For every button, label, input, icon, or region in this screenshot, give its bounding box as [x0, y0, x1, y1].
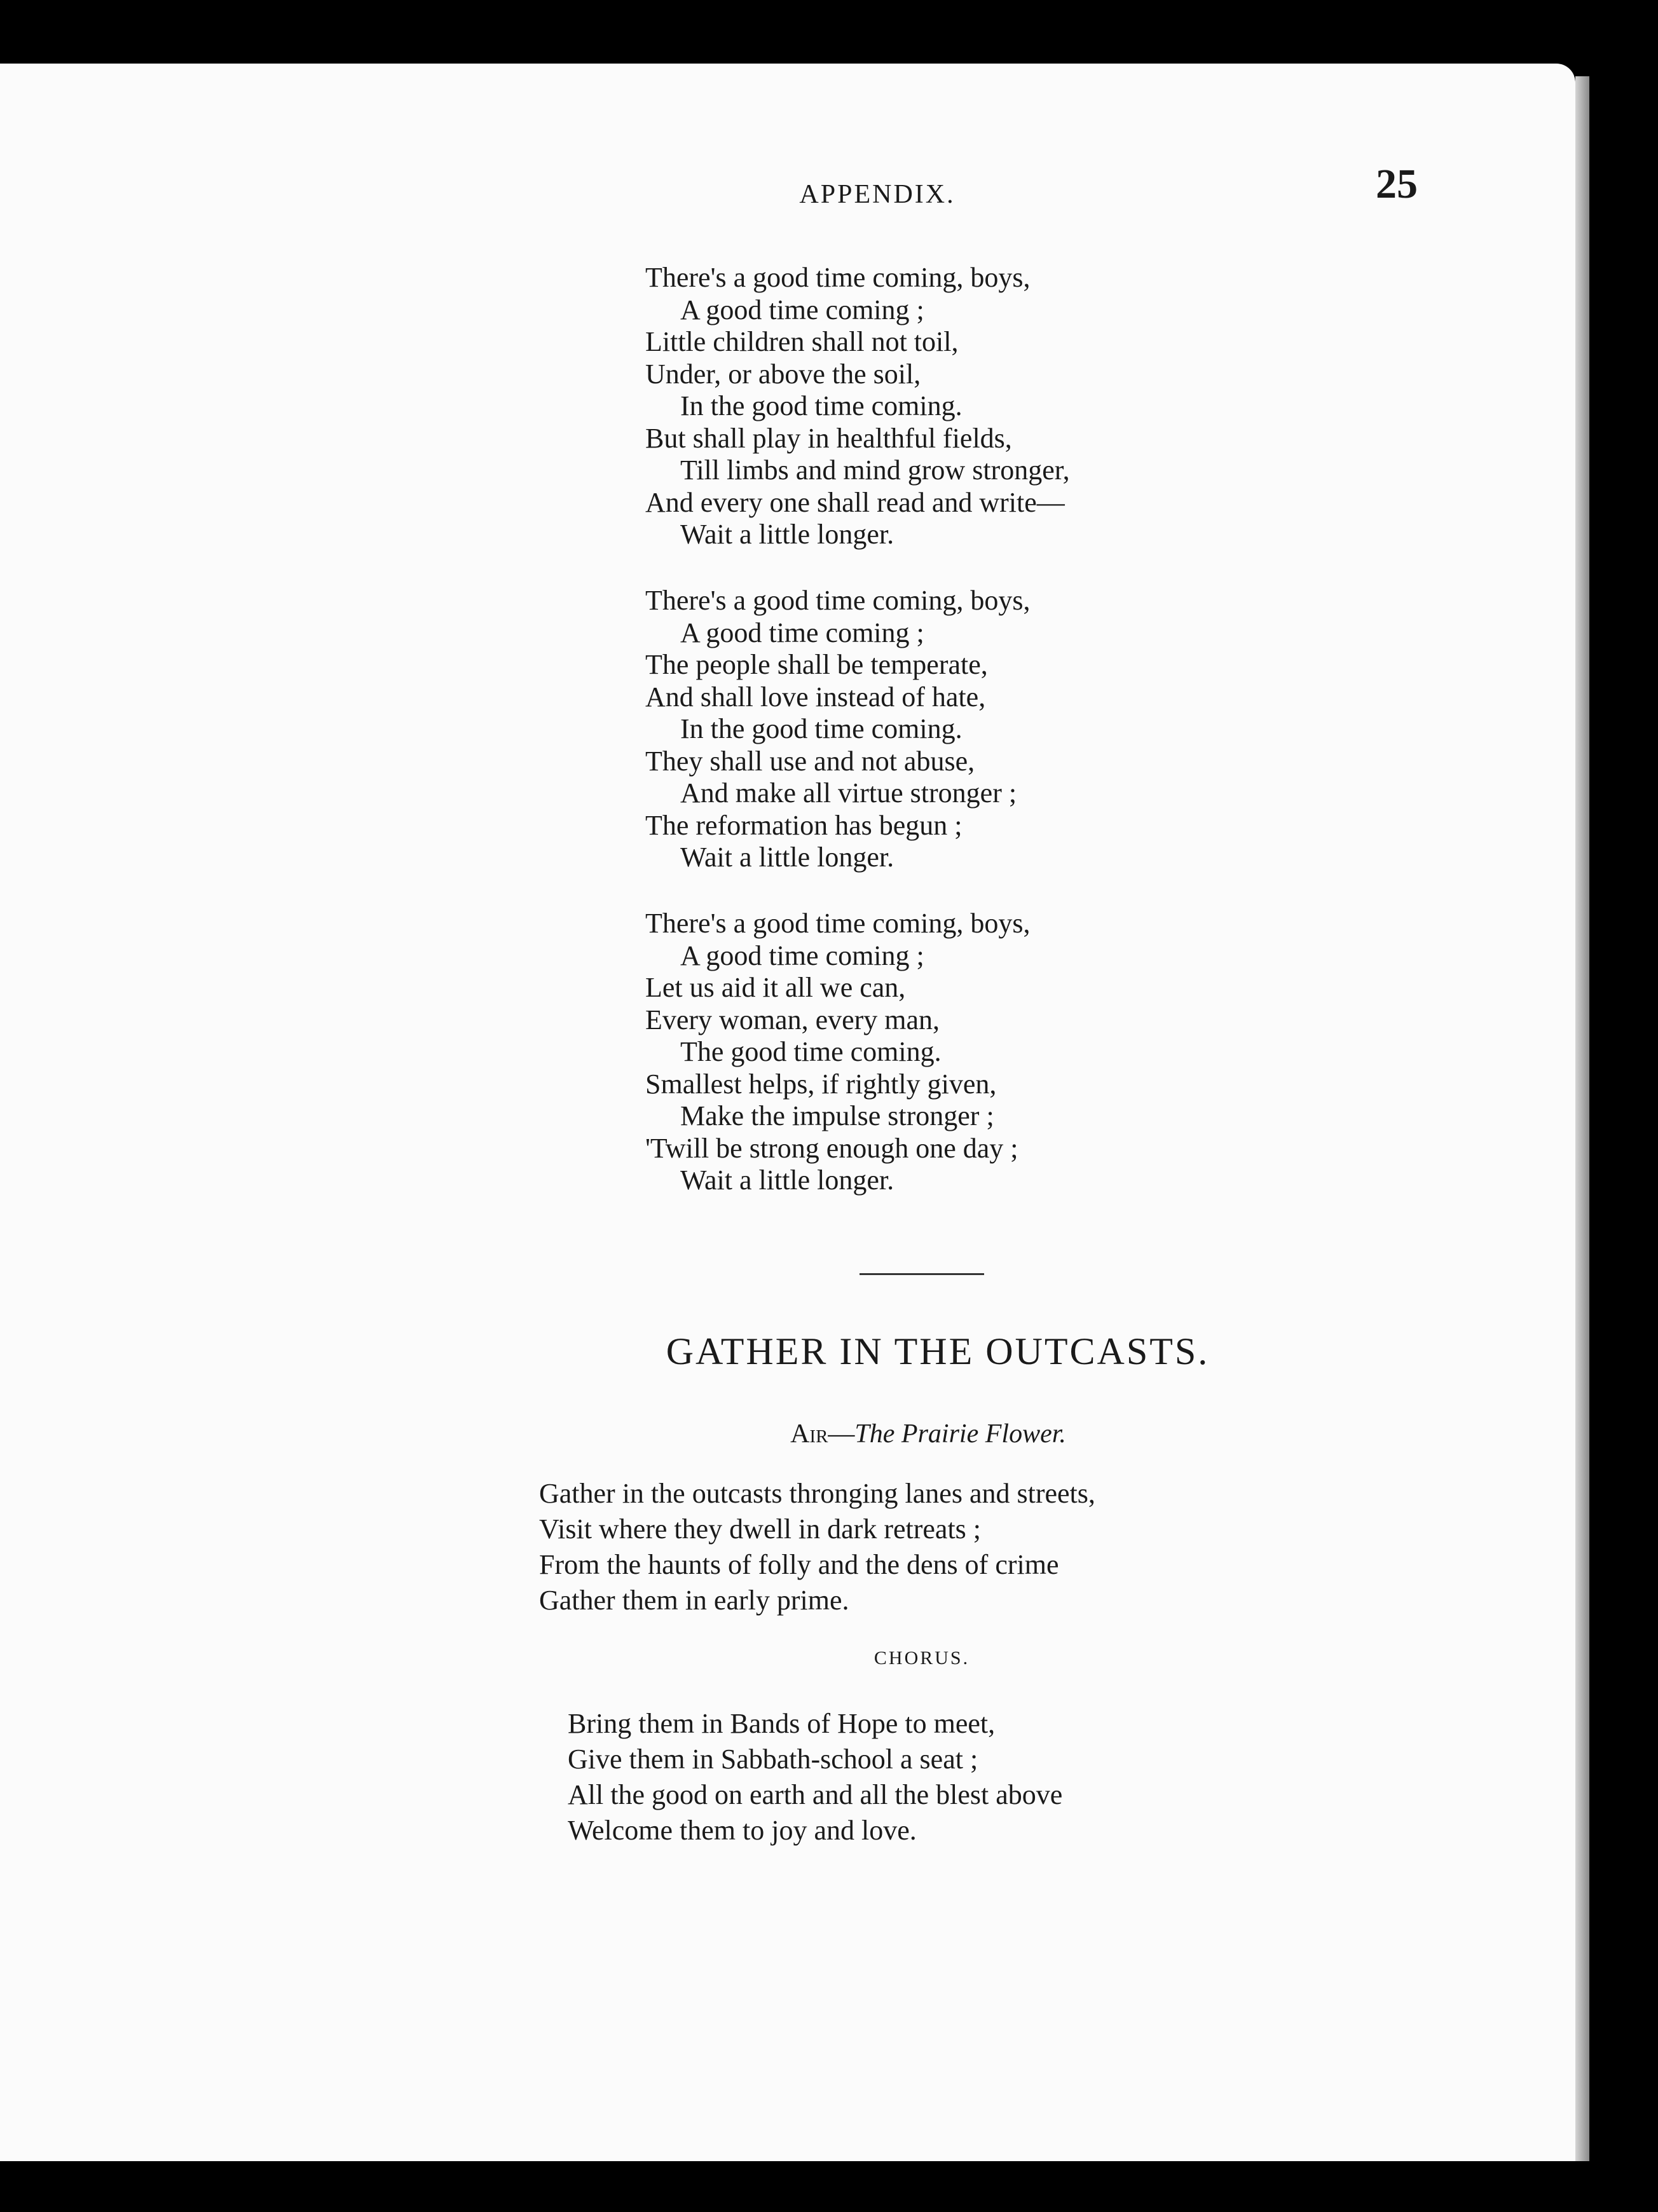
- poem-line: Little children shall not toil,: [645, 326, 959, 357]
- poem-line: Wait a little longer.: [680, 1164, 894, 1196]
- poem-line: They shall use and not abuse,: [645, 745, 975, 777]
- poem-line: Smallest helps, if rightly given,: [645, 1068, 997, 1100]
- stanza-1: [645, 262, 1281, 551]
- air-line: [674, 1419, 1182, 1449]
- poem-line: But shall play in healthful fields,: [645, 422, 1012, 454]
- poem-line: Wait a little longer.: [680, 519, 894, 550]
- poem-line: In the good time coming.: [680, 713, 963, 744]
- poem-line: There's a good time coming, boys,: [645, 908, 1031, 939]
- poem-line: 'Twill be strong enough one day ;: [645, 1132, 1018, 1164]
- air-label: Air—: [790, 1419, 855, 1449]
- stanza-3: [645, 908, 1281, 1197]
- verse-line: Visit where they dwell in dark retreats ;: [539, 1513, 982, 1545]
- song-chorus: [568, 1706, 1394, 1848]
- poem-line: The reformation has begun ;: [645, 809, 963, 841]
- section-divider: [860, 1273, 984, 1275]
- poem-line: And shall love instead of hate,: [645, 681, 986, 713]
- chorus-line: All the good on earth and all the blest above: [568, 1779, 1063, 1810]
- poem-line: And make all virtue stronger ;: [680, 777, 1017, 809]
- chorus-line: Welcome them to joy and love.: [568, 1815, 917, 1846]
- chorus-line: Give them in Sabbath-school a seat ;: [568, 1744, 978, 1775]
- poem-line: Make the impulse stronger ;: [680, 1100, 994, 1131]
- chorus-label: CHORUS.: [874, 1648, 970, 1669]
- verse-line: Gather them in early prime.: [539, 1585, 849, 1616]
- poem-line: There's a good time coming, boys,: [645, 585, 1031, 616]
- poem-line: A good time coming ;: [680, 617, 924, 648]
- stanza-2: [645, 585, 1281, 874]
- poem-line: The good time coming.: [680, 1036, 942, 1067]
- poem-line: In the good time coming.: [680, 390, 963, 421]
- chorus-line: Bring them in Bands of Hope to meet,: [568, 1708, 996, 1739]
- poem-line: And every one shall read and write—: [645, 486, 1065, 518]
- verse-line: Gather in the outcasts thronging lanes and streets,: [539, 1478, 1095, 1509]
- poem-line: Till limbs and mind grow stronger,: [680, 454, 1070, 486]
- page-edge: [1575, 76, 1589, 2161]
- poem-line: The people shall be temperate,: [645, 649, 988, 680]
- poem-line: Every woman, every man,: [645, 1004, 940, 1035]
- air-tune: The Prairie Flower.: [854, 1419, 1066, 1449]
- song-title: GATHER IN THE OUTCASTS.: [666, 1330, 1210, 1372]
- poem-line: Wait a little longer.: [680, 842, 894, 873]
- verse-line: From the haunts of folly and the dens of crime: [539, 1549, 1059, 1580]
- poem-line: There's a good time coming, boys,: [645, 262, 1031, 293]
- song-verse: [539, 1476, 1366, 1618]
- poem-line: A good time coming ;: [680, 294, 924, 325]
- running-head: APPENDIX.: [799, 180, 956, 209]
- poem-line: Let us aid it all we can,: [645, 972, 906, 1003]
- page-number: 25: [1376, 161, 1418, 207]
- poem-line: A good time coming ;: [680, 939, 924, 971]
- poem-line: Under, or above the soil,: [645, 358, 921, 390]
